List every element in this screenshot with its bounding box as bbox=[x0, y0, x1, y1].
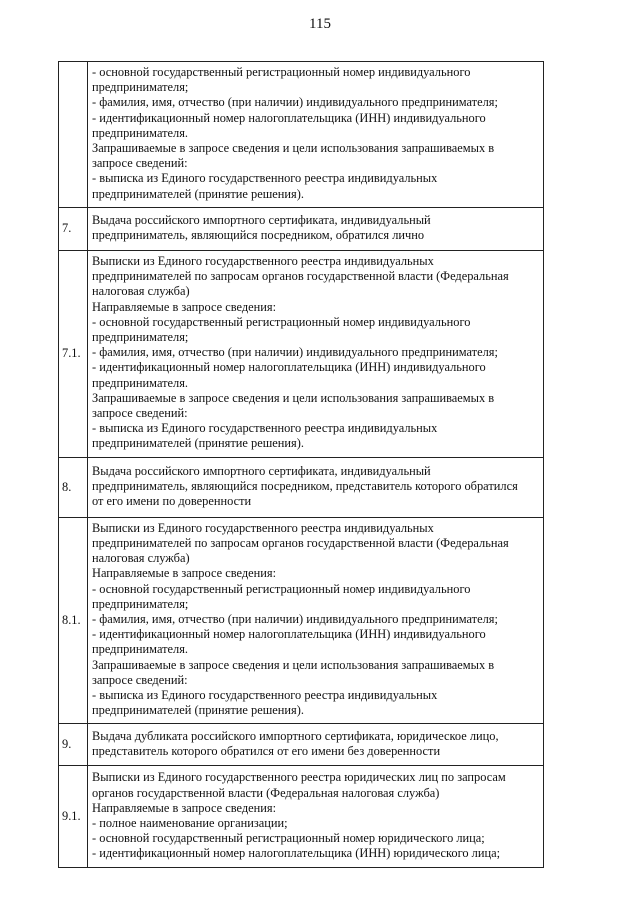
text-line: Направляемые в запросе сведения: bbox=[92, 800, 277, 815]
text-line: Выдача российского импортного сертификата, индивидуальный bbox=[92, 212, 431, 227]
text-line: предпринимателей (принятие решения). bbox=[92, 186, 304, 201]
text-line: - выписка из Единого государственного реестра индивидуальных bbox=[92, 421, 438, 436]
text-line: - идентификационный номер налогоплательщика (ИНН) индивидуального bbox=[92, 627, 486, 642]
text-line: Выписки из Единого государственного реестра индивидуальных bbox=[92, 254, 434, 268]
row-text-cell bbox=[88, 207, 544, 250]
text-line: - фамилия, имя, отчество (при наличии) индивидуального предпринимателя; bbox=[92, 612, 498, 627]
row-text-cell bbox=[88, 517, 544, 724]
text-line: предпринимателей по запросам органов государственной власти (Федеральная bbox=[92, 536, 509, 551]
page-number: 115 bbox=[309, 16, 331, 32]
text-line: предпринимателей (принятие решения). bbox=[92, 703, 304, 718]
row-text-cell bbox=[88, 766, 544, 868]
text-line: предпринимателей по запросам органов государственной власти (Федеральная bbox=[92, 269, 509, 284]
table-row bbox=[59, 724, 544, 766]
text-line: - выписка из Единого государственного реестра индивидуальных bbox=[92, 171, 438, 186]
text-line: представитель которого обратился от его имени без доверенности bbox=[92, 743, 441, 758]
table-row bbox=[59, 62, 544, 208]
document-table bbox=[58, 61, 544, 868]
text-line: - полное наименование организации; bbox=[92, 815, 288, 830]
row-number-cell: 7. bbox=[59, 207, 88, 250]
table-row bbox=[59, 207, 544, 250]
row-number-cell: 7.1. bbox=[59, 250, 88, 457]
row-text-cell bbox=[88, 724, 544, 766]
text-line: Запрашиваемые в запросе сведения и цели использования запрашиваемых в bbox=[92, 141, 495, 156]
text-line: - выписка из Единого государственного реестра индивидуальных bbox=[92, 688, 438, 703]
text-line: - основной государственный регистрационный номер индивидуального bbox=[92, 314, 471, 329]
text-line: предприниматель, являющийся посредником, представитель которого обратился bbox=[92, 478, 518, 493]
text-line: Выписки из Единого государственного реестра индивидуальных bbox=[92, 520, 434, 535]
text-line: налоговая служба) bbox=[92, 284, 190, 299]
text-line: органов государственной власти (Федеральная налоговая служба) bbox=[92, 785, 440, 800]
text-line: от его имени по доверенности bbox=[92, 493, 252, 508]
text-line: предпринимателей (принятие решения). bbox=[92, 436, 304, 451]
text-line: предпринимателя. bbox=[92, 125, 189, 140]
text-line: - фамилия, имя, отчество (при наличии) индивидуального предпринимателя; bbox=[92, 95, 498, 110]
row-text-cell bbox=[88, 457, 544, 517]
row-number-cell: 8. bbox=[59, 457, 88, 517]
row-number-cell: 9. bbox=[59, 724, 88, 766]
text-line: предпринимателя. bbox=[92, 642, 189, 657]
text-line: Направляемые в запросе сведения: bbox=[92, 299, 277, 314]
text-line: запросе сведений: bbox=[92, 672, 188, 687]
text-line: - идентификационный номер налогоплательщика (ИНН) индивидуального bbox=[92, 360, 486, 375]
table-row bbox=[59, 250, 544, 457]
text-line: предпринимателя; bbox=[92, 80, 189, 95]
text-line: запросе сведений: bbox=[92, 156, 188, 171]
text-line: - идентификационный номер налогоплательщика (ИНН) юридического лица; bbox=[92, 846, 501, 861]
row-text-cell bbox=[88, 250, 544, 457]
text-line: - основной государственный регистрационный номер индивидуального bbox=[92, 581, 471, 596]
row-text-cell bbox=[88, 62, 544, 208]
row-number-cell: 9.1. bbox=[59, 766, 88, 868]
text-line: предпринимателя; bbox=[92, 596, 189, 611]
text-line: - идентификационный номер налогоплательщика (ИНН) индивидуального bbox=[92, 110, 486, 125]
text-line: Выписки из Единого государственного реестра юридических лиц по запросам bbox=[92, 770, 506, 785]
text-line: предпринимателя; bbox=[92, 330, 189, 345]
text-line: Выдача российского импортного сертификата, индивидуальный bbox=[92, 463, 431, 478]
text-line: предпринимателя. bbox=[92, 375, 189, 390]
table-row bbox=[59, 517, 544, 724]
row-number-cell: 8.1. bbox=[59, 517, 88, 724]
table-row bbox=[59, 766, 544, 868]
text-line: Выдача дубликата российского импортного сертификата, юридическое лицо, bbox=[92, 728, 499, 743]
text-line: Запрашиваемые в запросе сведения и цели использования запрашиваемых в bbox=[92, 657, 495, 672]
text-line: - фамилия, имя, отчество (при наличии) индивидуального предпринимателя; bbox=[92, 345, 498, 360]
text-line: налоговая служба) bbox=[92, 551, 190, 566]
text-line: - основной государственный регистрационный номер юридического лица; bbox=[92, 831, 485, 846]
row-number-cell bbox=[59, 62, 88, 208]
text-line: Направляемые в запросе сведения: bbox=[92, 566, 277, 581]
text-line: - основной государственный регистрационный номер индивидуального bbox=[92, 65, 471, 79]
text-line: Запрашиваемые в запросе сведения и цели использования запрашиваемых в bbox=[92, 390, 495, 405]
table-row bbox=[59, 457, 544, 517]
text-line: запросе сведений: bbox=[92, 406, 188, 421]
text-line: предприниматель, являющийся посредником, обратился лично bbox=[92, 227, 425, 242]
